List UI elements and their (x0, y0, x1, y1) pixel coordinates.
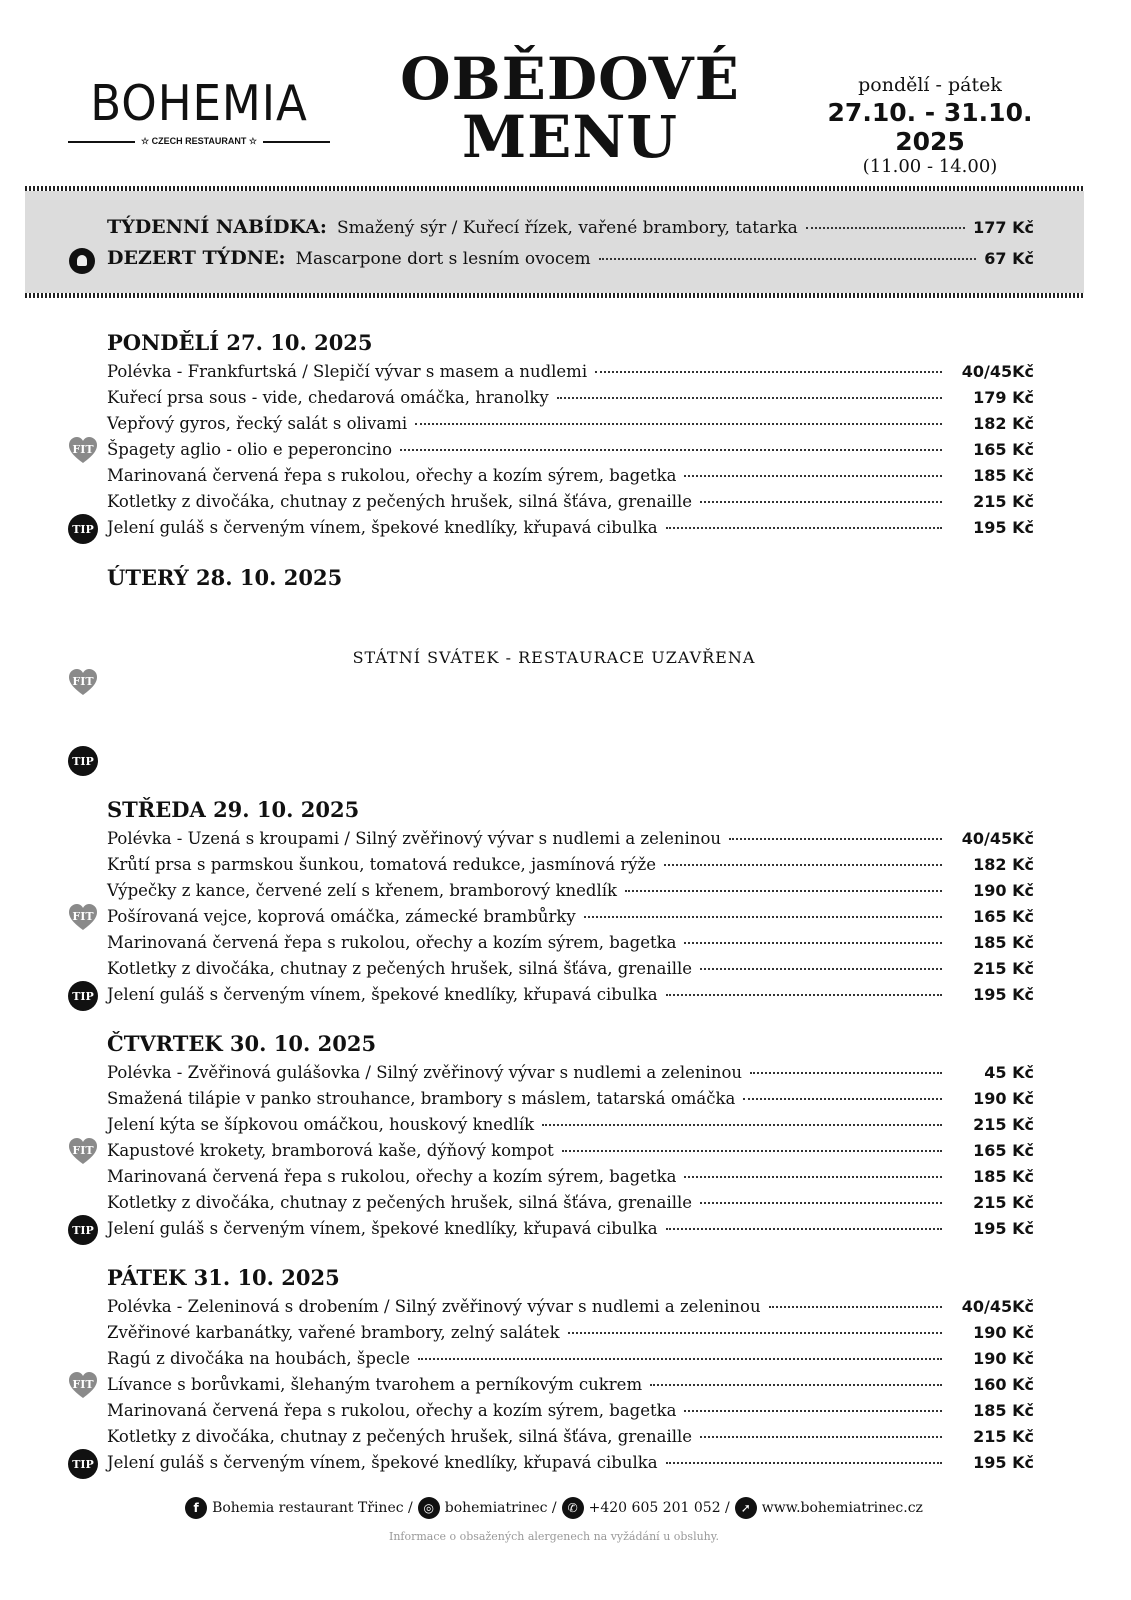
weekly-offer-band (25, 186, 1084, 298)
item-name: Jelení guláš s červeným vínem, špekové knedlíky, křupavá cibulka (107, 1453, 658, 1472)
logo-subtitle: ☆ CZECH RESTAURANT ☆ (141, 136, 257, 146)
menu-item (107, 1375, 1034, 1401)
menu-item (107, 1115, 1034, 1141)
title-line-1: OBĚDOVÉ (400, 45, 740, 113)
cursor-icon: ➚ (735, 1497, 757, 1519)
menu-item (107, 907, 1034, 933)
item-name: Kotletky z divočáka, chutnay z pečených hrušek, silná šťáva, grenaille (107, 1427, 693, 1446)
menu-item (107, 1453, 1034, 1479)
item-price: 165 Kč (973, 1141, 1034, 1160)
tip-badge-icon: TIP (68, 1215, 98, 1245)
menu-item (107, 959, 1034, 985)
menu-item (107, 855, 1034, 881)
menu-item (107, 414, 1034, 440)
closed-notice: STÁTNÍ SVÁTEK - RESTAURACE UZAVŘENA (352, 648, 756, 667)
item-name: Špagety aglio - olio e peperoncino (107, 440, 393, 459)
date-info (790, 74, 1070, 177)
dot-leader (684, 1176, 942, 1178)
menu-item (107, 1349, 1034, 1375)
item-price: 160 Kč (973, 1375, 1034, 1394)
item-price: 45 Kč (984, 1063, 1034, 1082)
item-price: 185 Kč (973, 1167, 1034, 1186)
item-name: Kotletky z divočáka, chutnay z pečených hrušek, silná šťáva, grenaille (107, 959, 693, 978)
dot-leader (599, 258, 977, 260)
fit-badge-icon: FIT (68, 1371, 98, 1401)
dot-leader (684, 942, 942, 944)
item-price: 185 Kč (973, 466, 1034, 485)
menu-item (107, 985, 1034, 1011)
dot-leader (729, 838, 942, 840)
menu-item (107, 1219, 1034, 1245)
item-price: 195 Kč (973, 1453, 1034, 1472)
dessert-row (107, 247, 1034, 269)
dot-leader (666, 1462, 942, 1464)
dessert-text: Mascarpone dort s lesním ovocem (295, 249, 591, 269)
item-price: 190 Kč (973, 1089, 1034, 1108)
dot-leader (769, 1306, 942, 1308)
menu-item (107, 388, 1034, 414)
menu-item (107, 881, 1034, 907)
dot-leader (684, 475, 942, 477)
item-name: Marinovaná červená řepa s rukolou, ořechy a kozím sýrem, bagetka (107, 466, 677, 485)
dot-leader (557, 397, 942, 399)
menu-item (107, 440, 1034, 466)
item-price: 215 Kč (973, 959, 1034, 978)
facebook-icon: f (185, 1497, 207, 1519)
item-price: 215 Kč (973, 492, 1034, 511)
item-price: 215 Kč (973, 1427, 1034, 1446)
item-price: 40/45Kč (961, 1297, 1034, 1316)
tip-badge-icon: TIP (68, 1449, 98, 1479)
tip-badge-icon: TIP (68, 514, 98, 544)
tip-badge-icon: TIP (68, 746, 98, 776)
item-name: Kapustové krokety, bramborová kaše, dýňový kompot (107, 1141, 554, 1160)
item-price: 185 Kč (973, 1401, 1034, 1420)
day-heading: PÁTEK 31. 10. 2025 (107, 1265, 340, 1290)
item-name: Lívance s borůvkami, šlehaným tvarohem a perníkovým cukrem (107, 1375, 643, 1394)
day-heading: STŘEDA 29. 10. 2025 (107, 797, 360, 822)
page-title (400, 45, 740, 171)
dessert-price: 67 Kč (984, 249, 1034, 268)
dot-leader (750, 1072, 942, 1074)
menu-item (107, 829, 1034, 855)
web-link[interactable]: www.bohemiatrinec.cz (761, 1500, 923, 1516)
instagram-link[interactable]: bohemiatrinec / (444, 1500, 557, 1516)
item-name: Pošírovaná vejce, koprová omáčka, zámecké brambůrky (107, 907, 576, 926)
divider (263, 141, 330, 143)
dot-leader (542, 1124, 942, 1126)
dot-leader (700, 1202, 942, 1204)
item-price: 40/45Kč (961, 362, 1034, 381)
date-range: 27.10. - 31.10. 2025 (827, 98, 1033, 156)
phone-icon: ✆ (562, 1497, 584, 1519)
menu-item (107, 1167, 1034, 1193)
dot-leader (595, 371, 942, 373)
day-heading: ČTVRTEK 30. 10. 2025 (107, 1031, 377, 1056)
item-name: Marinovaná červená řepa s rukolou, ořechy a kozím sýrem, bagetka (107, 1401, 677, 1420)
item-name: Krůtí prsa s parmskou šunkou, tomatová redukce, jasmínová rýže (107, 855, 657, 874)
item-name: Zvěřinové karbanátky, vařené brambory, zelný salátek (107, 1323, 560, 1342)
dot-leader (562, 1150, 942, 1152)
item-name: Kuřecí prsa sous - vide, chedarová omáčka, hranolky (107, 388, 549, 407)
item-price: 215 Kč (973, 1115, 1034, 1134)
dot-leader (666, 527, 942, 529)
dot-leader (568, 1332, 942, 1334)
item-price: 182 Kč (973, 414, 1034, 433)
fit-badge-icon: FIT (68, 436, 98, 466)
item-price: 182 Kč (973, 855, 1034, 874)
day-heading: PONDĚLÍ 27. 10. 2025 (107, 330, 373, 355)
tip-badge-icon: TIP (68, 981, 98, 1011)
item-price: 185 Kč (973, 933, 1034, 952)
weekly-price: 177 Kč (973, 218, 1034, 237)
item-name: Marinovaná červená řepa s rukolou, ořechy a kozím sýrem, bagetka (107, 933, 677, 952)
fit-badge-icon: FIT (68, 1137, 98, 1167)
weekly-label: TÝDENNÍ NABÍDKA: (107, 216, 327, 238)
item-name: Marinovaná červená řepa s rukolou, ořechy a kozím sýrem, bagetka (107, 1167, 677, 1186)
divider (68, 141, 135, 143)
item-name: Jelení guláš s červeným vínem, špekové knedlíky, křupavá cibulka (107, 1219, 658, 1238)
menu-item (107, 492, 1034, 518)
item-name: Kotletky z divočáka, chutnay z pečených hrušek, silná šťáva, grenaille (107, 1193, 693, 1212)
menu-item (107, 466, 1034, 492)
dot-leader (400, 449, 942, 451)
days-range: pondělí - pátek (858, 74, 1002, 96)
item-name: Polévka - Zeleninová s drobením / Silný zvěřinový vývar s nudlemi a zeleninou (107, 1297, 761, 1316)
item-price: 165 Kč (973, 907, 1034, 926)
menu-item (107, 518, 1034, 544)
item-price: 179 Kč (973, 388, 1034, 407)
title-line-2: MENU (461, 103, 678, 171)
facebook-link[interactable]: Bohemia restaurant Třinec / (212, 1500, 413, 1516)
item-price: 195 Kč (973, 985, 1034, 1004)
cupcake-icon (69, 248, 95, 274)
dot-leader (743, 1098, 942, 1100)
phone-link[interactable]: +420 605 201 052 / (588, 1500, 730, 1516)
item-price: 215 Kč (973, 1193, 1034, 1212)
dot-leader (700, 1436, 942, 1438)
item-price: 195 Kč (973, 1219, 1034, 1238)
item-price: 40/45Kč (961, 829, 1034, 848)
menu-item (107, 362, 1034, 388)
item-price: 165 Kč (973, 440, 1034, 459)
menu-item (107, 933, 1034, 959)
logo-text: BOHEMIA (90, 75, 308, 132)
dot-leader (700, 968, 942, 970)
dot-leader (700, 501, 942, 503)
item-name: Polévka - Uzená s kroupami / Silný zvěřinový vývar s nudlemi a zeleninou (107, 829, 722, 848)
dot-leader (806, 227, 965, 229)
logo (68, 75, 330, 147)
item-name: Kotletky z divočáka, chutnay z pečených hrušek, silná šťáva, grenaille (107, 492, 693, 511)
item-name: Vepřový gyros, řecký salát s olivami (107, 414, 408, 433)
item-price: 190 Kč (973, 1349, 1034, 1368)
item-name: Polévka - Zvěřinová gulášovka / Silný zvěřinový vývar s nudlemi a zeleninou (107, 1063, 743, 1082)
item-name: Jelení kýta se šípkovou omáčkou, houskový knedlík (107, 1115, 535, 1134)
item-name: Výpečky z kance, červené zelí s křenem, bramborový knedlík (107, 881, 618, 900)
instagram-icon: ◎ (418, 1497, 440, 1519)
menu-item (107, 1427, 1034, 1453)
dot-leader (666, 994, 942, 996)
dot-leader (684, 1410, 942, 1412)
menu-item (107, 1401, 1034, 1427)
menu-item (107, 1063, 1034, 1089)
item-name: Smažená tilápie v panko strouhance, brambory s máslem, tatarská omáčka (107, 1089, 736, 1108)
dot-leader (650, 1384, 942, 1386)
weekly-text: Smažený sýr / Kuřecí řízek, vařené brambory, tatarka (336, 218, 798, 238)
dot-leader (418, 1358, 942, 1360)
dot-leader (415, 423, 942, 425)
item-name: Jelení guláš s červeným vínem, špekové knedlíky, křupavá cibulka (107, 518, 658, 537)
menu-item (107, 1193, 1034, 1219)
item-price: 190 Kč (973, 1323, 1034, 1342)
fit-badge-icon: FIT (68, 668, 98, 698)
menu-item (107, 1089, 1034, 1115)
dot-leader (664, 864, 942, 866)
dot-leader (584, 916, 942, 918)
item-price: 190 Kč (973, 881, 1034, 900)
dessert-label: DEZERT TÝDNE: (107, 247, 286, 269)
item-price: 195 Kč (973, 518, 1034, 537)
hours: (11.00 - 14.00) (862, 156, 998, 177)
day-heading: ÚTERÝ 28. 10. 2025 (107, 565, 343, 590)
fit-badge-icon: FIT (68, 903, 98, 933)
item-name: Jelení guláš s červeným vínem, špekové knedlíky, křupavá cibulka (107, 985, 658, 1004)
menu-item (107, 1141, 1034, 1167)
weekly-offer-row (107, 216, 1034, 238)
item-name: Ragú z divočáka na houbách, špecle (107, 1349, 410, 1368)
menu-item (107, 1323, 1034, 1349)
footer-contacts (0, 1497, 1108, 1519)
menu-item (107, 1297, 1034, 1323)
item-name: Polévka - Frankfurtská / Slepičí vývar s masem a nudlemi (107, 362, 588, 381)
allergen-note: Informace o obsažených alergenech na vyžádání u obsluhy. (388, 1530, 720, 1543)
dot-leader (625, 890, 942, 892)
dot-leader (666, 1228, 942, 1230)
